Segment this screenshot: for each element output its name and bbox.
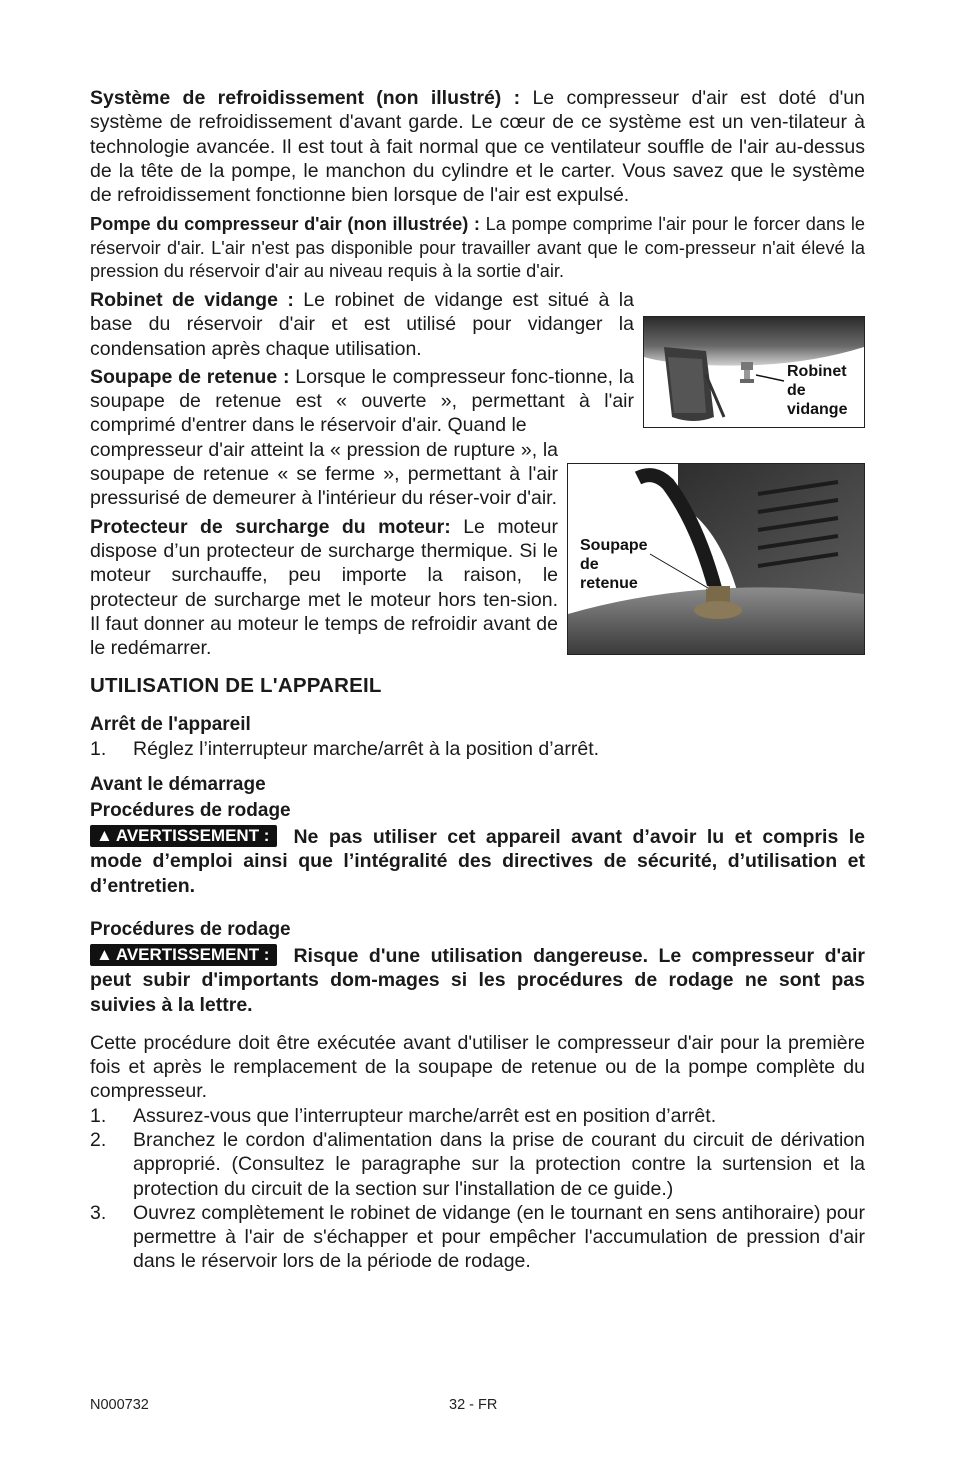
- step-number: 3.: [90, 1201, 107, 1224]
- warning-badge: [90, 825, 277, 847]
- breakin-title-1: Procédures de rodage: [90, 800, 291, 822]
- shutdown-steps: [90, 737, 865, 761]
- drain-text: Le robinet de vidange est situé à la base du réservoir d'air et est utilisé pour vidanger la condensation après chaque utilisation.: [90, 288, 634, 360]
- pump-text: La pompe comprime l'air pour le forcer dans le réservoir d'air. L'air n'est pas disponible pour travailler avant que le com-presseur n'ait élevé la pression du réservoir d'air au niveau requis à la sortie d'air.: [90, 214, 865, 282]
- warning-1: [90, 825, 865, 898]
- list-item: [90, 1201, 865, 1274]
- breakin-title-2: Procédures de rodage: [90, 918, 291, 940]
- cooling-paragraph: [90, 86, 865, 207]
- cooling-title: Système de refroidissement (non illustré) :: [90, 87, 521, 109]
- list-item: [90, 737, 865, 761]
- warning-badge: [90, 944, 277, 966]
- procedure-steps: [90, 1104, 865, 1274]
- overload-text: Le moteur dispose d’un protecteur de surcharge thermique. Si le moteur surchauffe, peu importe la raison, le protecteur de surcharge met le moteur hors ten-sion. Il faut donner au moteur le temps de refroidir avant de le redémarrer.: [90, 515, 559, 660]
- page-number: 32 - FR: [449, 1397, 498, 1413]
- procedure-intro: Cette procédure doit être exécutée avant d'utiliser le compresseur d'air pour la première fois et après le remplacement de la soupape de retenue ou de la pompe complète du compresseur.: [90, 1031, 865, 1103]
- warning-triangle-icon: ▲: [96, 944, 113, 964]
- shutdown-title: Arrêt de l'appareil: [90, 713, 251, 735]
- list-item: [90, 1104, 865, 1128]
- pump-title: Pompe du compresseur d'air (non illustrée) :: [90, 214, 480, 235]
- step-text: Assurez-vous que l’interrupteur marche/arrêt est en position d’arrêt.: [133, 1104, 717, 1127]
- check-valve-label: Soupape de retenue: [580, 537, 648, 592]
- drain-valve-label: Robinet de vidange: [787, 363, 848, 418]
- warning-triangle-icon: ▲: [96, 826, 113, 846]
- drain-paragraph: [90, 288, 634, 361]
- check-paragraph-b: [90, 438, 558, 511]
- step-text: Réglez l’interrupteur marche/arrêt à la position d’arrêt.: [133, 737, 600, 760]
- step-text: Ouvrez complètement le robinet de vidange (en le tournant en sens antihoraire) pour permettre à l'air de s'échapper et pour empêcher l'accumulation de pression d'air dans le réservoir lors de la période de rodage.: [133, 1201, 865, 1273]
- warning-badge-label: AVERTISSEMENT :: [115, 826, 270, 846]
- step-number: 1.: [90, 737, 107, 760]
- warning-badge-label: AVERTISSEMENT :: [115, 944, 270, 964]
- overload-title: Protecteur de surcharge du moteur:: [90, 515, 451, 538]
- check-title: Soupape de retenue :: [90, 365, 290, 388]
- document-code: N000732: [90, 1397, 149, 1413]
- manual-page: [90, 86, 865, 1274]
- warning-2-text: Risque d'une utilisation dangereuse. Le compresseur d'air peut subir d'importants dom-mages si les procédures de rodage ne sont pas suivies à la lettre.: [90, 944, 865, 1016]
- warning-1-text: Ne pas utiliser cet appareil avant d’avoir lu et compris le mode d’emploi ainsi que l’intégralité des directives de sécurité, d’utilisation et d’entretien.: [90, 826, 865, 897]
- drain-title: Robinet de vidange :: [90, 288, 294, 311]
- check-paragraph-a: [90, 365, 634, 438]
- warning-2: [90, 944, 865, 1017]
- step-number: 1.: [90, 1104, 107, 1127]
- overload-paragraph: [90, 515, 558, 661]
- pump-paragraph: [90, 213, 865, 284]
- section-heading-use: UTILISATION DE L'APPAREIL: [90, 674, 382, 698]
- step-text: Branchez le cordon d'alimentation dans la prise de courant du circuit de dérivation approprié. (Consultez le paragraphe sur la protection contre la surtension et la protection du circuit de la section sur l'installation de ce guide.): [133, 1129, 865, 1200]
- cooling-text: Le compresseur d'air est doté d'un système de refroidissement d'avant garde. Le cœur de ce système est un ven-tilateur à technologie avancée. Il est tout à fait normal que ce ventilateur souffle de l'air au-dessus de la tête de la pompe, le manchon du cylindre et le carter. Vous savez que le système de refroidissement fonctionne bien lorsque de l'air est expulsé.: [90, 87, 865, 207]
- before-start-title: Avant le démarrage: [90, 774, 266, 796]
- check-text-b: compresseur d'air atteint la « pression de rupture », la soupape de retenue « se ferme », permettant à l'air pressurisé de demeurer à l'intérieur du réser-voir d'air.: [90, 438, 558, 510]
- check-text-a: Lorsque le compresseur fonc-tionne, la soupape de retenue est « ouverte », permettant à l'air comprimé d'entrer dans le réservoir d'air. Quand le: [90, 365, 634, 437]
- step-number: 2.: [90, 1129, 107, 1151]
- list-item: [90, 1128, 865, 1201]
